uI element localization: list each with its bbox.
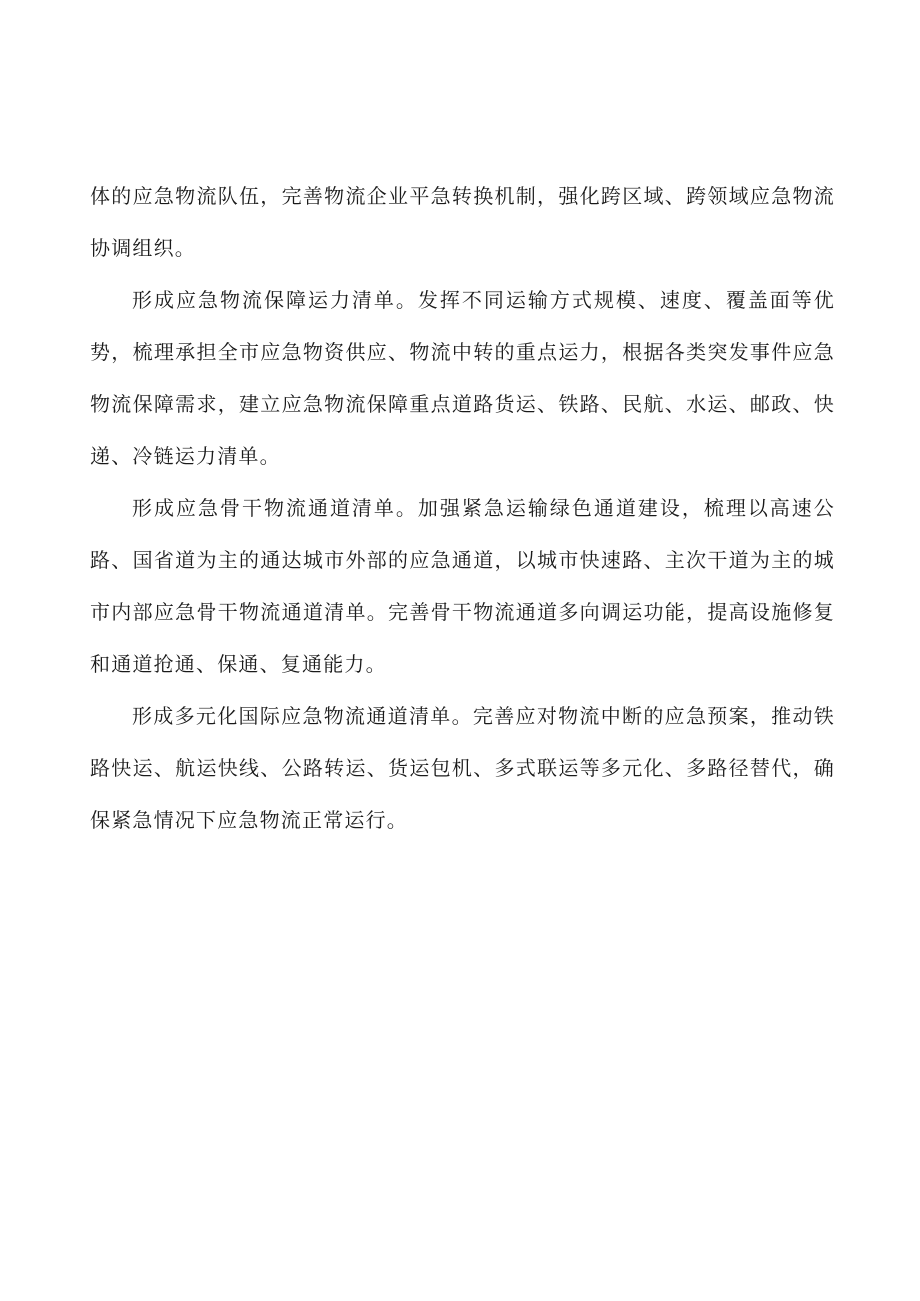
paragraph-transport-capacity: 形成应急物流保障运力清单。发挥不同运输方式规模、速度、覆盖面等优势，梳理承担全市应急物资供应、物流中转的重点运力，根据各类突发事件应急物流保障需求，建立应急物流保障重点道路货运、铁路、民航、水运、邮政、快递、冷链运力清单。 — [90, 288, 835, 468]
body-text — [90, 170, 835, 846]
paragraph-continuation: 体的应急物流队伍，完善物流企业平急转换机制，强化跨区域、跨领域应急物流协调组织。 — [90, 184, 835, 260]
paragraph-backbone-channels: 形成应急骨干物流通道清单。加强紧急运输绿色通道建设，梳理以高速公路、国省道为主的通达城市外部的应急通道，以城市快速路、主次干道为主的城市内部应急骨干物流通道清单。完善骨干物流通道多向调运功能，提高设施修复和通道抢通、保通、复通能力。 — [90, 496, 835, 676]
paragraph-international-channels: 形成多元化国际应急物流通道清单。完善应对物流中断的应急预案，推动铁路快运、航运快线、公路转运、货运包机、多式联运等多元化、多路径替代，确保紧急情况下应急物流正常运行。 — [90, 704, 835, 832]
